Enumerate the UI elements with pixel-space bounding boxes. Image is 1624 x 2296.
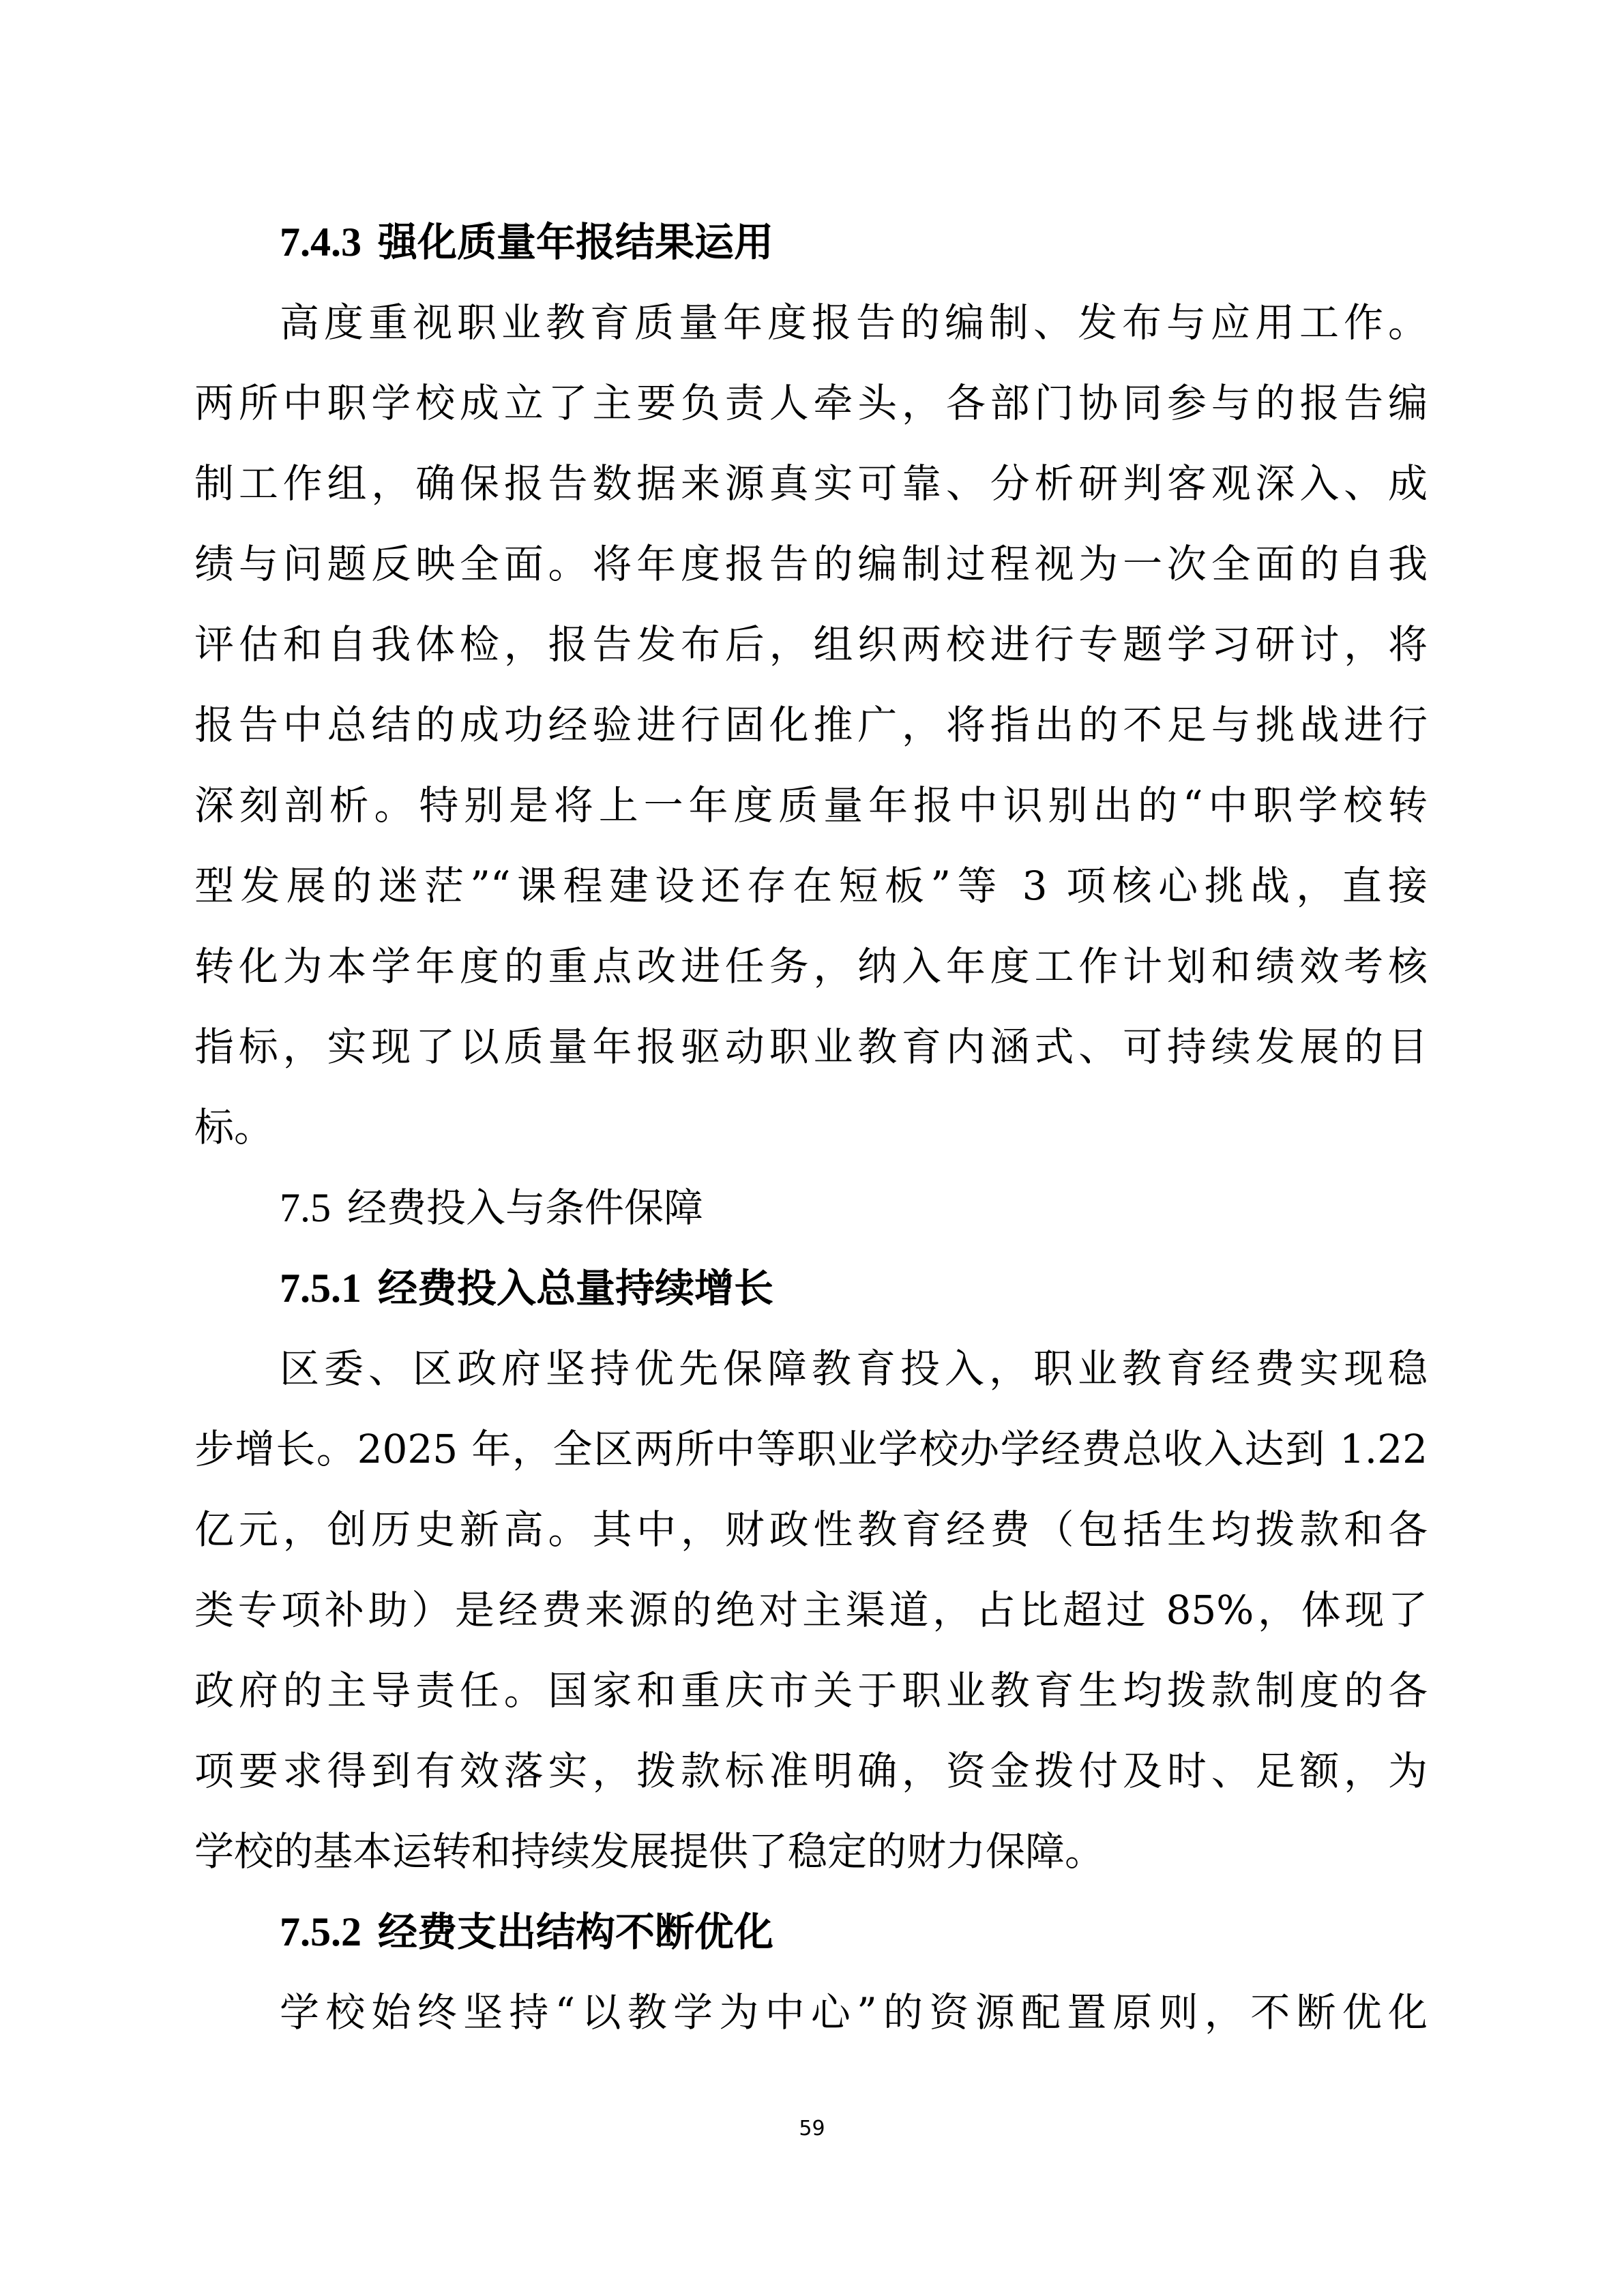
- paragraph-line: 评估和自我体检，报告发布后，组织两校进行专题学习研讨，将: [194, 621, 1428, 668]
- section-number: 7.5.2: [280, 1909, 361, 1954]
- paragraph-line: 深刻剖析。特别是将上一年度质量年报中识别出的“中职学校转: [194, 782, 1428, 829]
- paragraph-line: 报告中总结的成功经验进行固化推广，将指出的不足与挑战进行: [194, 702, 1428, 748]
- section-heading-7-4-3: [280, 211, 773, 273]
- paragraph-line: 类专项补助）是经费来源的绝对主渠道，占比超过 85%，体现了: [194, 1587, 1428, 1633]
- paragraph-line: 指标，实现了以质量年报驱动职业教育内涵式、可持续发展的目: [194, 1024, 1428, 1070]
- paragraph-line: 型发展的迷茫”“课程建设还存在短板”等 3 项核心挑战，直接: [194, 863, 1428, 909]
- paragraph-line: 两所中职学校成立了主要负责人牵头，各部门协同参与的报告编: [194, 380, 1428, 426]
- paragraph-line: 区委、区政府坚持优先保障教育投入，职业教育经费实现稳: [280, 1345, 1428, 1392]
- paragraph-line: 项要求得到有效落实，拨款标准明确，资金拨付及时、足额，为: [194, 1748, 1428, 1794]
- paragraph-line: 绩与问题反映全面。将年度报告的编制过程视为一次全面的自我: [194, 541, 1428, 587]
- section-heading-7-5-2: [280, 1901, 773, 1963]
- paragraph-line: 制工作组，确保报告数据来源真实可靠、分析研判客观深入、成: [194, 460, 1428, 507]
- paragraph-line: 学校的基本运转和持续发展提供了稳定的财力保障。: [194, 1828, 1105, 1875]
- section-title: 经费支出结构不断优化: [378, 1909, 774, 1955]
- paragraph-line: 亿元，创历史新高。其中，财政性教育经费（包括生均拨款和各: [194, 1506, 1428, 1553]
- paragraph-line: 转化为本学年度的重点改进任务，纳入年度工作计划和绩效考核: [194, 943, 1428, 989]
- section-title: 强化质量年报结果运用: [378, 219, 774, 265]
- paragraph-line: 政府的主导责任。国家和重庆市关于职业教育生均拨款制度的各: [194, 1667, 1428, 1714]
- paragraph-line: 标。: [194, 1104, 274, 1150]
- section-heading-7-5-1: [280, 1257, 773, 1319]
- section-number: 7.4.3: [280, 220, 361, 265]
- section-title: 经费投入总量持续增长: [378, 1265, 774, 1311]
- section-number: 7.5.1: [280, 1266, 361, 1311]
- section-heading-7-5: [280, 1177, 703, 1238]
- paragraph-line: 高度重视职业教育质量年度报告的编制、发布与应用工作。: [280, 299, 1428, 346]
- paragraph-line: 步增长。2025 年，全区两所中等职业学校办学经费总收入达到 1.22: [194, 1426, 1428, 1472]
- section-title: 经费投入与条件保障: [347, 1184, 704, 1231]
- paragraph-line: 学校始终坚持“以教学为中心”的资源配置原则，不断优化: [280, 1989, 1428, 2036]
- page-number: 59: [799, 2117, 825, 2141]
- section-number: 7.5: [280, 1185, 331, 1230]
